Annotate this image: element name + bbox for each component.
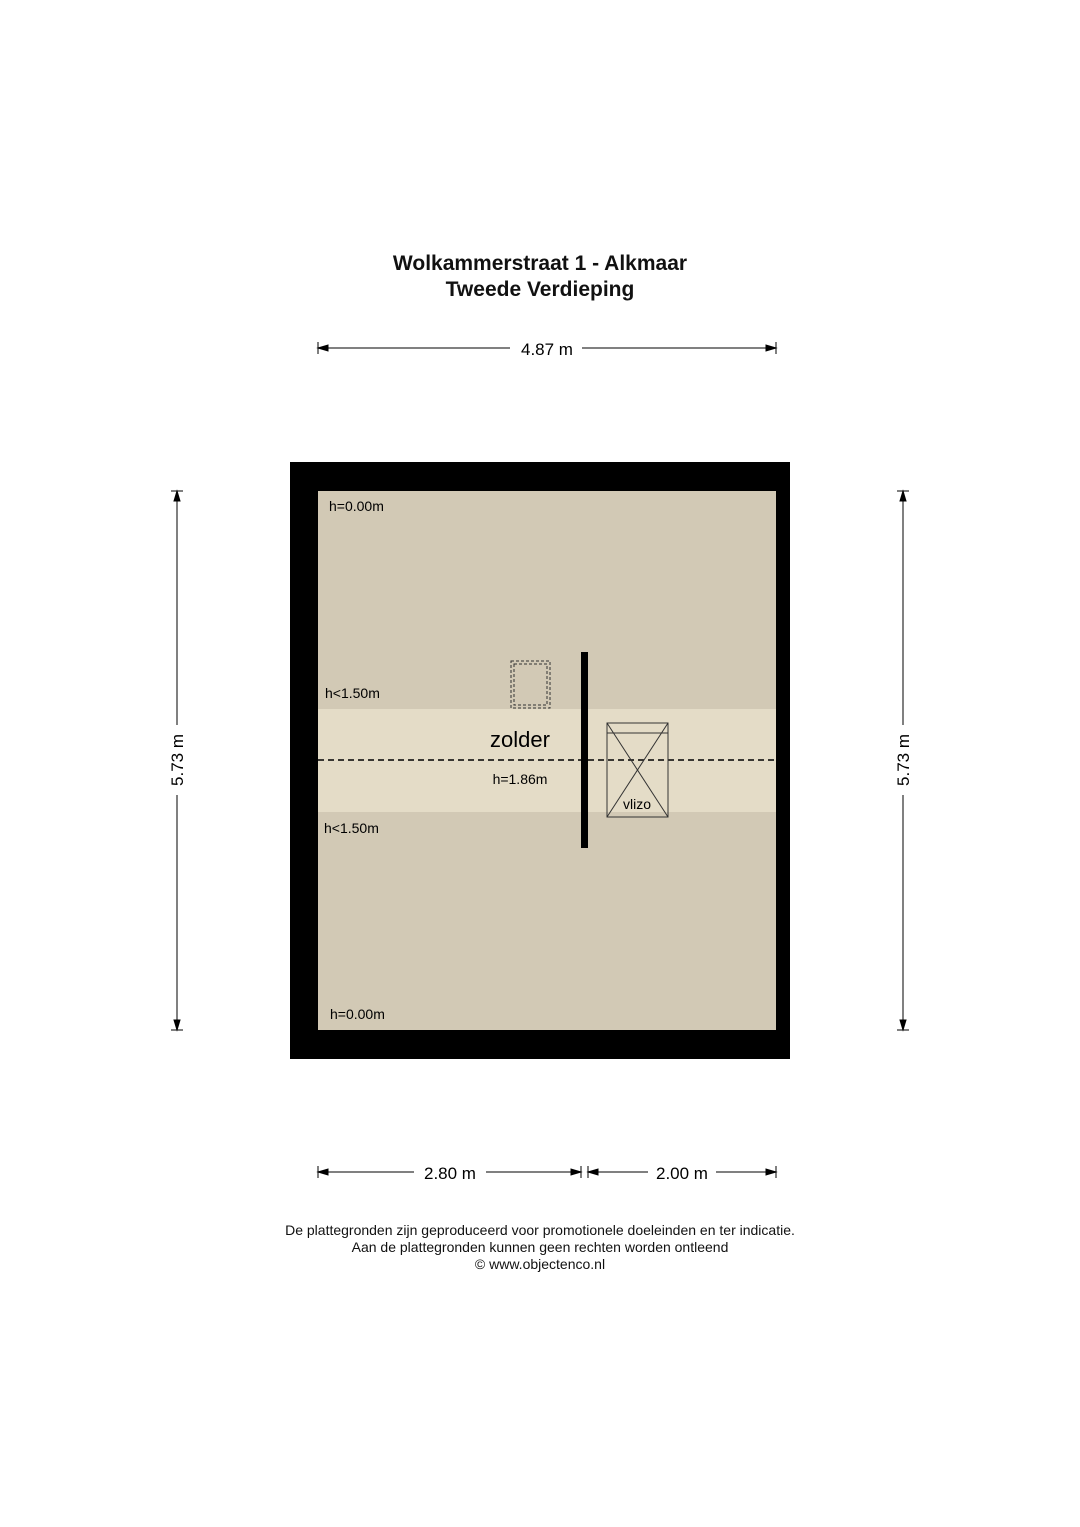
height-label-top: h=0.00m — [329, 498, 384, 514]
hatch-vlizo-label: vlizo — [622, 796, 652, 812]
height-label-ridge: h=1.86m — [492, 771, 548, 787]
disclaimer-copyright: © www.objectenco.nl — [474, 1256, 606, 1272]
height-label-upper-slope: h<1.50m — [325, 685, 380, 701]
height-label-bottom: h=0.00m — [330, 1006, 385, 1022]
partition-wall — [581, 652, 588, 848]
dimension-bottom-left-label: 2.80 m — [424, 1164, 476, 1183]
height-label-lower-slope: h<1.50m — [324, 820, 379, 836]
plan-title-address: Wolkammerstraat 1 - Alkmaar — [392, 252, 688, 275]
room-name: zolder — [490, 727, 550, 752]
dimension-bottom-right-label: 2.00 m — [656, 1164, 708, 1183]
disclaimer-line-1: De plattegronden zijn geproduceerd voor promotionele doeleinden en ter indicatie. — [285, 1222, 795, 1238]
floor-full-height-band — [318, 709, 776, 812]
dimension-height-left-label: 5.73 m — [168, 734, 187, 786]
dimension-total-width-label: 4.87 m — [521, 340, 573, 359]
plan-title-floor: Tweede Verdieping — [445, 278, 635, 301]
disclaimer-line-2: Aan de plattegronden kunnen geen rechten worden ontleend — [351, 1239, 729, 1255]
dimension-height-right-label: 5.73 m — [894, 734, 913, 786]
